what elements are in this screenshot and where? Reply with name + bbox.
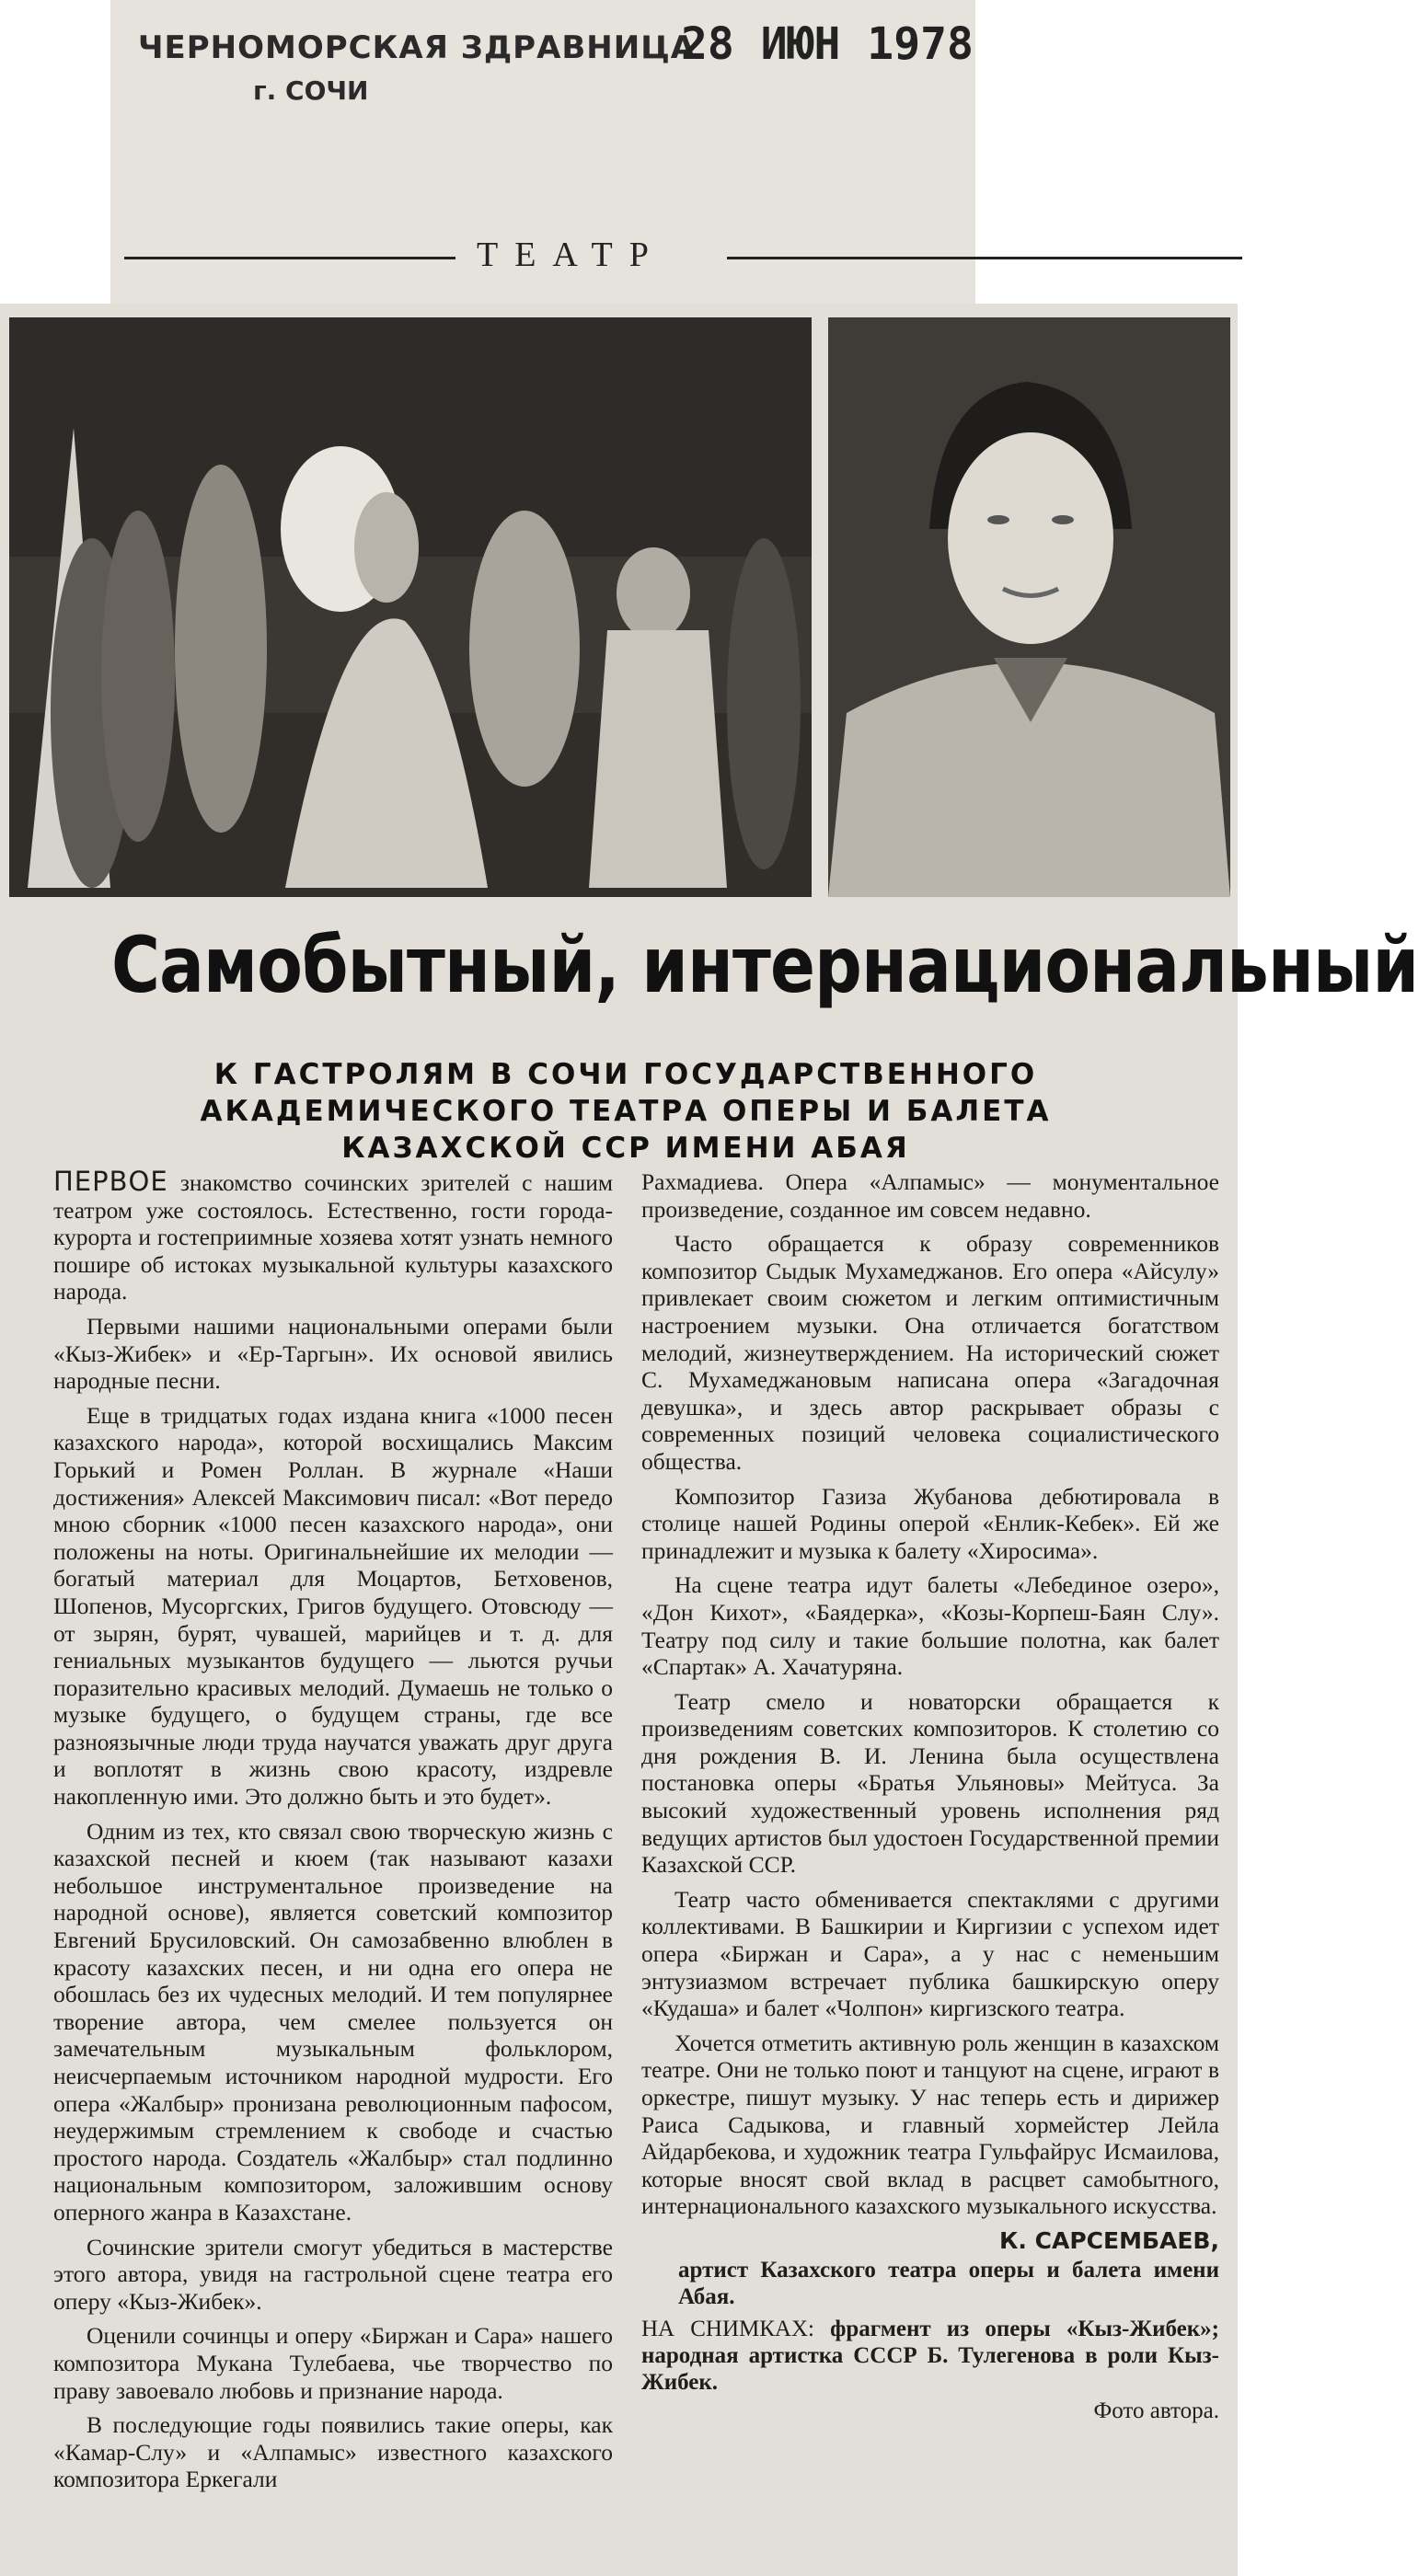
portrait-photo <box>828 317 1230 897</box>
date-stamp: 28 ИЮН 1978 <box>681 18 974 70</box>
opera-scene-photo <box>9 317 812 897</box>
photo-credit: Фото автора. <box>1093 2398 1219 2423</box>
paragraph: Одним из тех, кто связал свою творческую жизнь с казахской песней и кюем (так называют казахи небольшое инструментальное произведение на народной основе), является советский композитор Евгений Брусиловский. Он самозабвенно влюблен в красоту казахских песен, и ни одна его опера не обошлась без их чудесных мелодий. И тем популярнее творение автора, чем смелее пользуется он замечательным музыкальным фольклором, неисчерпаемым источником народной мудрости. Его опера «Жалбыр» пронизана революционным пафосом, неудержимым стремлением к свободе и счастью простого народа. Создатель «Жалбыр» стал подлинно национальным композитором, заложившим основу оперного жанра в Казахстане. <box>53 1817 613 2225</box>
photo-caption <box>641 2316 1219 2396</box>
paragraph <box>53 1168 613 1305</box>
paragraph: Театр смело и новаторски обращается к произведениям советских композиторов. К столетию со дня рождения В. И. Ленина была осуществлена постановка оперы «Братья Ульяновы» Мейтуса. За высокий художественный уровень исполнения ряд ведущих артистов был удостоен Государственной премии Казахской ССР. <box>641 1687 1219 1879</box>
headline: Самобытный, интернациональный <box>111 920 1418 1010</box>
publication-stamp: ЧЕРНОМОРСКАЯ ЗДРАВНИЦА <box>138 29 697 66</box>
paragraph: Еще в тридцатых годах издана книга «1000 песен казахского народа», которой восхищались Максим Горький и Ромен Роллан. В журнале «Наши достижения» Алексей Максимович писал: «Вот передо мною сборник «1000 песен казахского народа», они положены на ноты. Оригинальнейшие их мелодии — богатый материал для Моцартов, Бетховенов, Шопенов, Мусоргских, Григов будущего. Отовсюду — от зырян, бурят, чувашей, марийцев и т. д. для гениальных музыкантов будущего — льются ручьи поразительно красивых мелодий. Думаешь не только о музыке будущего, о будущем страны, где все разноязычные люди труда научатся уважать друг друга и воплотят в жизнь свою красоту, издревле накопленную ими. Это должно быть и это будет». <box>53 1401 613 1811</box>
section-rule-left <box>124 257 455 259</box>
section-title: ТЕАТР <box>469 235 673 275</box>
article-column-1 <box>53 1168 613 2501</box>
paragraph: Первыми нашими национальными операми были «Кыз-Жибек» и «Ер-Таргын». Их основой явились народные песни. <box>53 1312 613 1395</box>
paragraph: Оценили сочинцы и оперу «Биржан и Сара» нашего композитора Мукана Тулебаева, чье творчество по праву завоевало любовь и признание народа. <box>53 2322 613 2404</box>
section-rule-right <box>727 257 1242 259</box>
paragraph: Хочется отметить активную роль женщин в казахском театре. Они не только поют и танцуют на сцене, играют в оркестре, пишут музыку. У нас теперь есть и дирижер Раиса Садыкова, и главный хормейстер Лейла Айдарбекова, и художник театра Гульфайрус Исмаилова, которые вносят свой вклад в расцвет самобытного, интернационального казахского музыкального искусства. <box>641 2029 1219 2220</box>
article-column-2 <box>641 1168 1219 2424</box>
paragraph: Сочинские зрители смогут убедиться в мастерстве этого автора, увидя на гастрольной сцене театра его оперу «Кыз-Жибек». <box>53 2233 613 2315</box>
paragraph: Театр часто обменивается спектаклями с другими коллективами. В Башкирии и Киргизии с успехом идет опера «Биржан и Сара», а у нас с неменьшим энтузиазмом встречает публика башкирскую оперу «Кудаша» и балет «Чолпон» киргизского театра. <box>641 1885 1219 2022</box>
paragraph: В последующие годы появились такие оперы, как «Камар-Слу» и «Алпамыс» известного казахского композитора Еркегали <box>53 2411 613 2493</box>
paragraph: Рахмадиева. Опера «Алпамыс» — монументальное произведение, созданное им совсем недавно. <box>641 1168 1219 1223</box>
subheadline: К ГАСТРОЛЯМ В СОЧИ ГОСУДАРСТВЕННОГО АКАДЕМИЧЕСКОГО ТЕАТРА ОПЕРЫ И БАЛЕТА КАЗАХСКОЙ ССР ИМЕНИ АБАЯ <box>200 1058 1052 1165</box>
paragraph-text: знакомство сочинских зрителей с нашим театром уже состоялось. Естественно, гости города-курорта и гостеприимные хозяева хотят узнать немного пошире об истоках музыкальной культуры казахского народа. <box>53 1169 613 1305</box>
caption-label: НА СНИМКАХ: <box>641 2316 814 2341</box>
paragraph: На сцене театра идут балеты «Лебединое озеро», «Дон Кихот», «Баядерка», «Козы-Корпеш-Баян Слу». Театру под силу и такие большие полотна, как балет «Спартак» А. Хачатуряна. <box>641 1571 1219 1681</box>
author-role: артист Казахского театра оперы и балета имени Абая. <box>678 2257 1219 2309</box>
dropcap: ПЕРВОЕ <box>53 1166 168 1197</box>
paragraph: Композитор Газиза Жубанова дебютировала в столице нашей Родины оперой «Енлик-Кебек». Ей же принадлежит и музыка к балету «Хиросима». <box>641 1482 1219 1564</box>
paragraph: Часто обращается к образу современников композитор Сыдык Мухамеджанов. Его опера «Айсулу» привлекает своим сюжетом и легким оптимистичным настроением музыки. Она отличается богатством мелодий, жизнеутверждением. На исторический сюжет С. Мухамеджановым написана опера «Загадочная девушка», и здесь автор раскрывает образы с современных позиций человека социалистического общества. <box>641 1230 1219 1475</box>
caption-text: фрагмент из оперы «Кыз-Жибек»; народная артистка СССР Б. Тулегенова в роли Кыз-Жибек. <box>641 2316 1219 2395</box>
author-signature: К. САРСЕМБАЕВ, <box>999 2226 1219 2254</box>
city-stamp: г. СОЧИ <box>253 75 369 106</box>
